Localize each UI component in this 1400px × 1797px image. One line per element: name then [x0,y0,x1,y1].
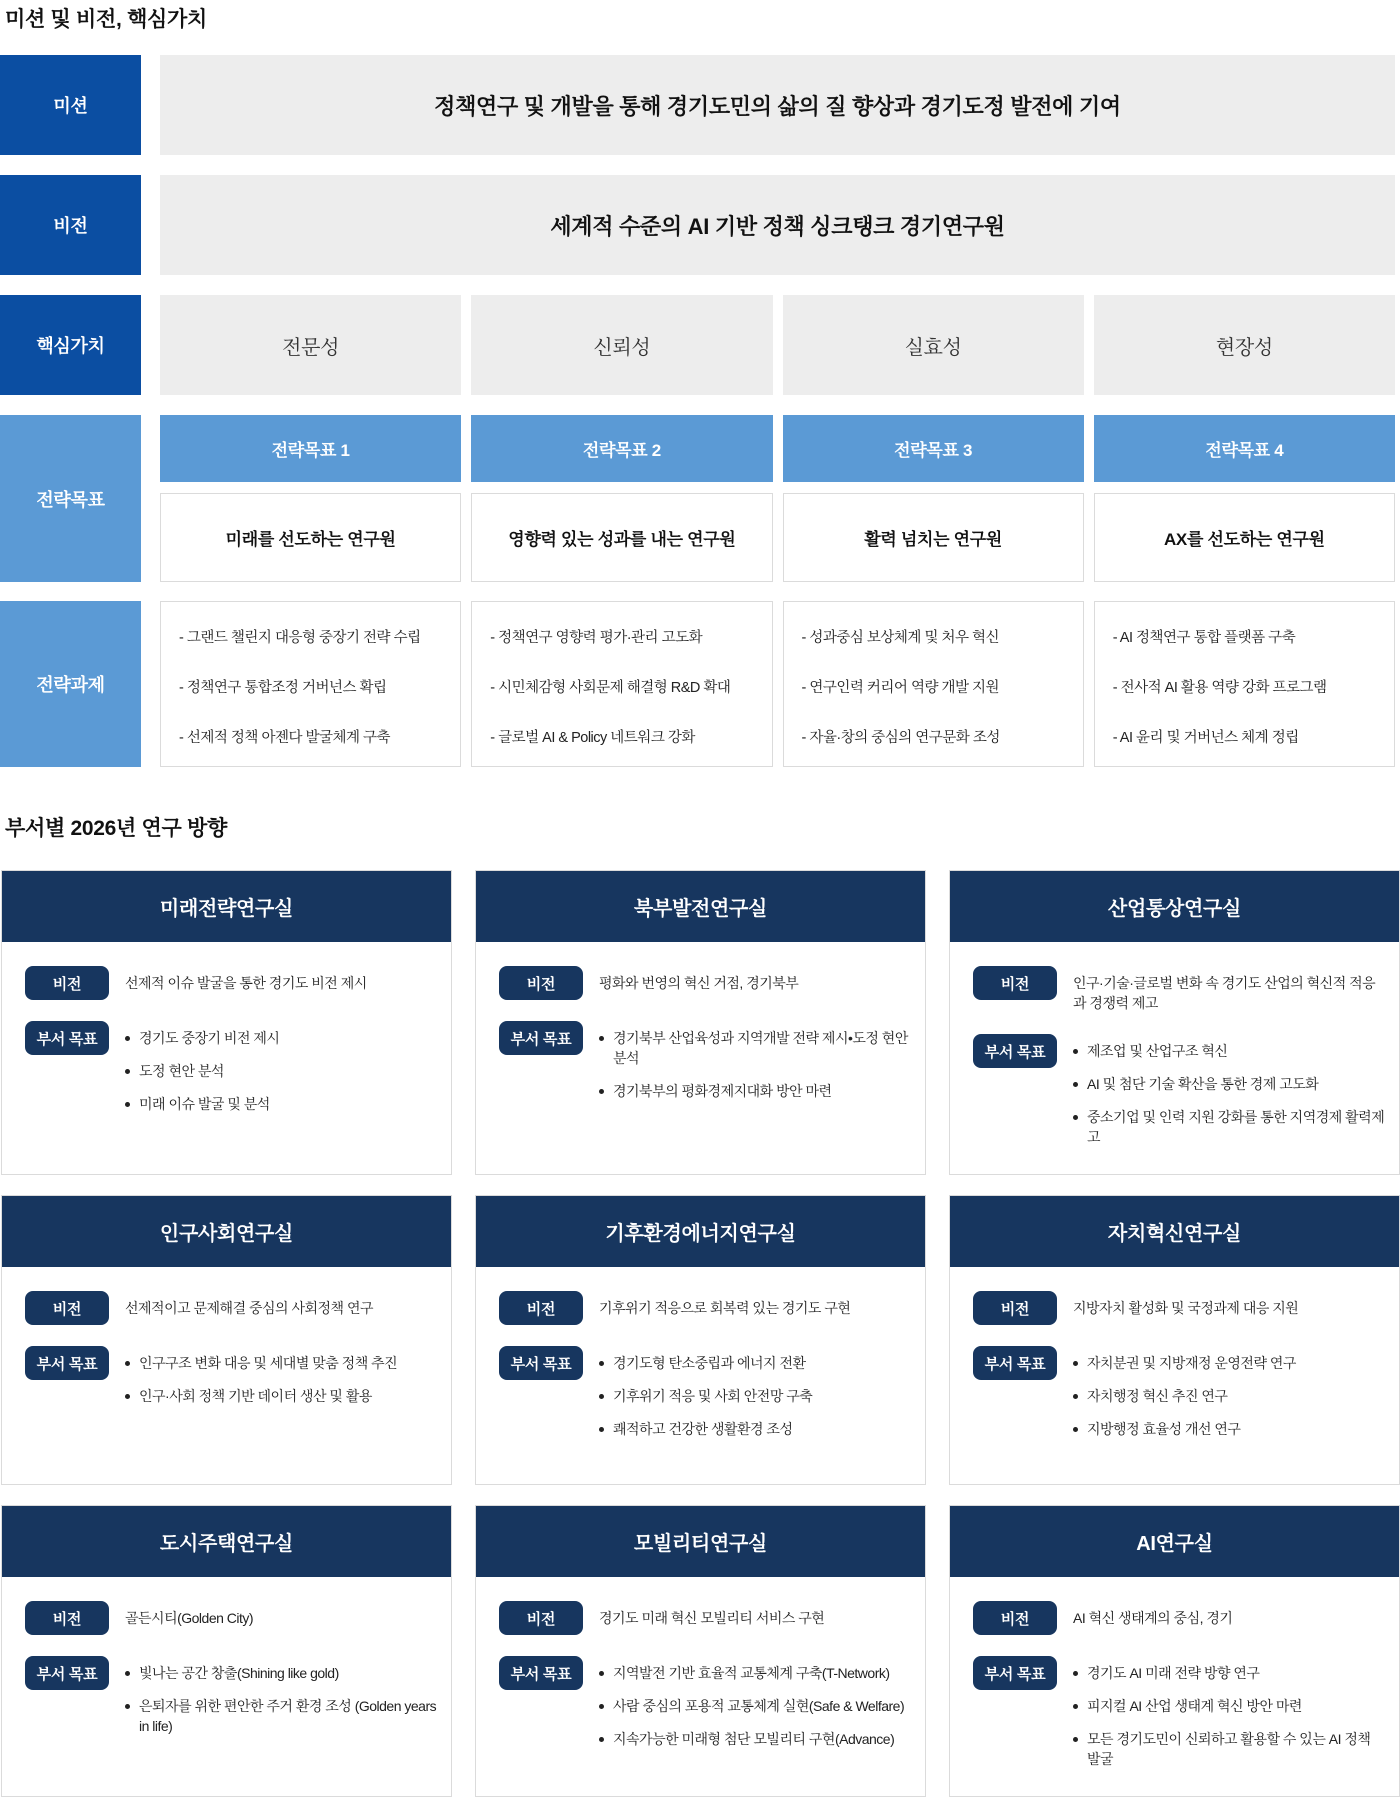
department-card-header [476,1196,925,1267]
department-goal-item [1073,1353,1385,1373]
department-goal-text: 은퇴자를 위한 편안한 주거 환경 조성 (Golden years in life) [139,1698,437,1734]
department-name: 자치혁신연구실 [1107,1223,1242,1245]
vision-label: 비전 [0,175,141,275]
strategic-goal-header: 전략목표 1 [160,415,461,482]
department-name: 산업통상연구실 [1107,898,1242,920]
bullet-icon [599,1704,604,1709]
department-goal-text: 도정 현안 분석 [139,1063,224,1079]
vision-row [0,175,1395,275]
department-goal-item [125,1061,437,1081]
mission-row [0,55,1395,155]
department-goal-item [1073,1696,1385,1716]
department-goal-list [1073,1656,1385,1782]
strategic-task-box [160,601,461,767]
vision-badge: 비전 [499,1601,583,1635]
bullet-icon [1073,1704,1078,1709]
department-goal-item [599,1081,911,1101]
department-goal-item [1073,1041,1385,1061]
department-card-header [2,1196,451,1267]
department-goal-list [125,1346,437,1419]
department-goal-text: 경기도형 탄소중립과 에너지 전환 [613,1355,806,1371]
bullet-icon [1073,1671,1078,1676]
department-goal-list [125,1656,437,1749]
strategic-goal-header: 전략목표 3 [783,415,1084,482]
department-card-header [476,1506,925,1577]
department-card [949,1505,1400,1797]
bullet-icon [125,1671,130,1676]
department-vision-row [973,1291,1385,1325]
department-goal-text: 경기북부의 평화경제지대화 방안 마련 [613,1083,832,1099]
department-goal-item [599,1386,911,1406]
department-goal-item [599,1729,911,1749]
department-goal-text: 미래 이슈 발굴 및 분석 [139,1096,270,1112]
department-card-body [2,1577,451,1796]
department-goal-list [1073,1346,1385,1452]
bullet-icon [1073,1361,1078,1366]
department-goal-row [973,1346,1385,1452]
department-goal-text: 지방행정 효율성 개선 연구 [1087,1421,1241,1437]
vision-badge: 비전 [973,1291,1057,1325]
department-goal-text: 중소기업 및 인력 지원 강화를 통한 지역경제 활력제고 [1087,1109,1385,1145]
goal-badge: 부서 목표 [25,1656,109,1690]
department-goal-row [973,1656,1385,1782]
strategic-goal-header: 전략목표 4 [1094,415,1395,482]
section1-title: 미션 및 비전, 핵심가치 [5,8,208,31]
department-card-body [950,942,1399,1174]
mission-text: 정책연구 및 개발을 통해 경기도민의 삶의 질 향상과 경기도정 발전에 기여 [160,55,1395,155]
department-goal-row [499,1346,911,1452]
department-card [475,870,926,1175]
department-vision-row [25,1601,437,1635]
department-goal-list [599,1346,911,1452]
vision-badge: 비전 [25,966,109,1000]
bullet-icon [599,1394,604,1399]
core-value-cell: 현장성 [1094,295,1395,395]
department-goal-text: 자치분권 및 지방재정 운영전략 연구 [1087,1355,1296,1371]
goal-badge: 부서 목표 [973,1346,1057,1380]
department-name: 모빌리티연구실 [633,1533,768,1555]
core-values-row [0,295,1395,395]
department-card-header [950,1506,1399,1577]
department-goal-item [1073,1663,1385,1683]
department-goal-text: 빛나는 공간 창출(Shining like gold) [139,1665,339,1681]
bullet-icon [599,1089,604,1094]
department-vision-row [973,1601,1385,1635]
department-vision-row [499,1601,911,1635]
department-goal-text: 인구구조 변화 대응 및 세대별 맞춤 정책 추진 [139,1355,398,1371]
department-goal-text: 기후위기 적응 및 사회 안전망 구축 [613,1388,813,1404]
strategic-task-box [1094,601,1395,767]
bullet-icon [125,1036,130,1041]
strategic-goal-column [1094,415,1395,582]
strategic-goals-label: 전략목표 [0,415,141,582]
department-name: 인구사회연구실 [159,1223,294,1245]
department-card [1,870,452,1175]
department-vision-text: 인구·기술·글로벌 변화 속 경기도 산업의 혁신적 적응과 경쟁력 제고 [1073,975,1376,1011]
goal-badge: 부서 목표 [499,1346,583,1380]
vision-badge: 비전 [973,1601,1057,1635]
core-value-cell: 신뢰성 [471,295,772,395]
department-goal-text: 경기도 AI 미래 전략 방향 연구 [1087,1665,1260,1681]
department-goal-text: 제조업 및 산업구조 혁신 [1087,1043,1228,1059]
department-goal-text: 지속가능한 미래형 첨단 모빌리티 구현(Advance) [613,1731,895,1747]
department-vision-row [25,966,437,1000]
department-card [1,1505,452,1797]
department-goal-item [599,1353,911,1373]
department-goal-item [125,1353,437,1373]
department-card-body [950,1267,1399,1484]
core-values-grid [160,295,1395,395]
department-goal-text: 자치행정 혁신 추진 연구 [1087,1388,1228,1404]
bullet-icon [125,1361,130,1366]
department-vision-row [499,1291,911,1325]
department-card-body [2,942,451,1174]
department-vision-row [25,1291,437,1325]
strategic-goal-column [783,415,1084,582]
core-value-cell: 전문성 [160,295,461,395]
department-goal-item [125,1696,437,1736]
department-goal-item [1073,1107,1385,1147]
strategic-goal-header: 전략목표 2 [471,415,772,482]
department-card-header [2,871,451,942]
strategic-task-box [783,601,1084,767]
department-goal-item [1073,1074,1385,1094]
department-goal-item [125,1028,437,1048]
department-goal-list [599,1656,911,1762]
goal-badge: 부서 목표 [973,1656,1057,1690]
department-card-body [476,1267,925,1484]
department-goal-row [499,1021,911,1114]
department-name: 북부발전연구실 [633,898,768,920]
strategic-tasks-row [0,601,1395,767]
department-goal-item [1073,1419,1385,1439]
department-card-header [950,871,1399,942]
strategic-task-line: - 연구인력 커리어 역량 개발 지원 [801,680,1000,696]
strategic-task-line: - AI 윤리 및 거버넌스 체계 정립 [1112,730,1299,746]
department-cards-grid [1,870,1400,1797]
department-card [949,1195,1400,1485]
department-card [1,1195,452,1485]
section2-title: 부서별 2026년 연구 방향 [5,817,228,840]
department-goal-text: 사람 중심의 포용적 교통체계 실현(Safe & Welfare) [613,1698,905,1714]
department-card-header [476,871,925,942]
department-goal-text: 경기북부 산업육성과 지역개발 전략 제시•도정 현안 분석 [613,1030,908,1066]
vision-badge: 비전 [499,1291,583,1325]
core-value-cell: 실효성 [783,295,1084,395]
department-goal-text: 모든 경기도민이 신뢰하고 활용할 수 있는 AI 정책 발굴 [1087,1731,1371,1767]
strategic-goal-column [471,415,772,582]
department-vision-text: 평화와 번영의 혁신 거점, 경기북부 [599,975,799,991]
bullet-icon [1073,1737,1078,1742]
goal-badge: 부서 목표 [499,1021,583,1055]
bullet-icon [599,1671,604,1676]
strategic-goal-desc: 활력 넘치는 연구원 [783,493,1084,582]
department-goal-text: 인구·사회 정책 기반 데이터 생산 및 활용 [139,1388,372,1404]
core-values-label: 핵심가치 [0,295,141,395]
department-card-body [2,1267,451,1484]
strategic-goal-column [160,415,461,582]
strategic-task-box [471,601,772,767]
bullet-icon [125,1394,130,1399]
strategic-task-line: - 전사적 AI 활용 역량 강화 프로그램 [1112,680,1327,696]
department-goal-item [125,1386,437,1406]
strategic-task-line: - 그랜드 챌린지 대응형 중장기 전략 수립 [179,630,421,646]
strategic-tasks-grid [160,601,1395,767]
department-goal-text: 피지컬 AI 산업 생태계 혁신 방안 마련 [1087,1698,1302,1714]
department-vision-row [499,966,911,1000]
strategic-task-line: - 글로벌 AI & Policy 네트워크 강화 [490,730,695,746]
department-card-body [476,1577,925,1796]
department-name: 도시주택연구실 [159,1533,294,1555]
department-goal-row [973,1034,1385,1160]
department-goal-item [125,1663,437,1683]
department-vision-text: 기후위기 적응으로 회복력 있는 경기도 구현 [599,1300,851,1316]
strategic-goals-row [0,415,1395,582]
department-goal-list [599,1021,911,1114]
department-goal-row [25,1346,437,1419]
strategic-task-line: - AI 정책연구 통합 플랫폼 구축 [1112,630,1296,646]
department-goal-text: 경기도 중장기 비전 제시 [139,1030,280,1046]
department-vision-text: 지방자치 활성화 및 국정과제 대응 지원 [1073,1300,1299,1316]
department-vision-text: 골든시티(Golden City) [125,1610,254,1626]
department-vision-text: 선제적 이슈 발굴을 통한 경기도 비전 제시 [125,975,367,991]
bullet-icon [599,1036,604,1041]
department-card [475,1505,926,1797]
vision-text: 세계적 수준의 AI 기반 정책 싱크탱크 경기연구원 [160,175,1395,275]
bullet-icon [1073,1049,1078,1054]
department-name: 기후환경에너지연구실 [605,1223,796,1245]
bullet-icon [125,1704,130,1709]
strategic-goal-desc: AX를 선도하는 연구원 [1094,493,1395,582]
goal-badge: 부서 목표 [25,1346,109,1380]
strategic-task-line: - 시민체감형 사회문제 해결형 R&D 확대 [490,680,731,696]
department-goal-item [599,1663,911,1683]
department-card-header [2,1506,451,1577]
strategic-task-line: - 성과중심 보상체계 및 처우 혁신 [801,630,1000,646]
department-goal-row [499,1656,911,1762]
department-goal-text: 쾌적하고 건강한 생활환경 조성 [613,1421,793,1437]
goal-badge: 부서 목표 [25,1021,109,1055]
goal-badge: 부서 목표 [499,1656,583,1690]
department-vision-text: 경기도 미래 혁신 모빌리티 서비스 구현 [599,1610,825,1626]
bullet-icon [599,1737,604,1742]
bullet-icon [1073,1427,1078,1432]
department-goal-row [25,1021,437,1127]
bullet-icon [1073,1115,1078,1120]
strategic-goal-desc: 영향력 있는 성과를 내는 연구원 [471,493,772,582]
vision-badge: 비전 [25,1601,109,1635]
bullet-icon [599,1361,604,1366]
department-card [949,870,1400,1175]
strategic-task-line: - 선제적 정책 아젠다 발굴체계 구축 [179,730,391,746]
department-goal-item [125,1094,437,1114]
department-goal-item [599,1419,911,1439]
bullet-icon [125,1102,130,1107]
department-goal-list [125,1021,437,1127]
bullet-icon [1073,1394,1078,1399]
department-card-body [476,942,925,1174]
department-name: 미래전략연구실 [159,898,294,920]
vision-badge: 비전 [25,1291,109,1325]
department-card-header [950,1196,1399,1267]
goal-badge: 부서 목표 [973,1034,1057,1068]
department-vision-text: 선제적이고 문제해결 중심의 사회정책 연구 [125,1300,373,1316]
strategic-task-line: - 정책연구 통합조정 거버넌스 확립 [179,680,387,696]
bullet-icon [125,1069,130,1074]
department-goal-list [1073,1034,1385,1160]
bullet-icon [599,1427,604,1432]
department-goal-item [1073,1386,1385,1406]
strategic-tasks-label: 전략과제 [0,601,141,767]
department-goal-row [25,1656,437,1749]
department-vision-row [973,966,1385,1013]
department-card-body [950,1577,1399,1796]
department-goal-text: AI 및 첨단 기술 확산을 통한 경제 고도화 [1087,1076,1319,1092]
strategic-goals-grid [160,415,1395,582]
mission-label: 미션 [0,55,141,155]
department-goal-text: 지역발전 기반 효율적 교통체계 구축(T-Network) [613,1665,890,1681]
vision-badge: 비전 [973,966,1057,1000]
department-card [475,1195,926,1485]
department-goal-item [1073,1729,1385,1769]
bullet-icon [1073,1082,1078,1087]
strategic-goal-desc: 미래를 선도하는 연구원 [160,493,461,582]
department-goal-item [599,1028,911,1068]
strategic-task-line: - 정책연구 영향력 평가·관리 고도화 [490,630,703,646]
vision-badge: 비전 [499,966,583,1000]
department-vision-text: AI 혁신 생태계의 중심, 경기 [1073,1610,1233,1626]
department-goal-item [599,1696,911,1716]
department-name: AI연구실 [1136,1533,1213,1555]
strategic-task-line: - 자율·창의 중심의 연구문화 조성 [801,730,1000,746]
